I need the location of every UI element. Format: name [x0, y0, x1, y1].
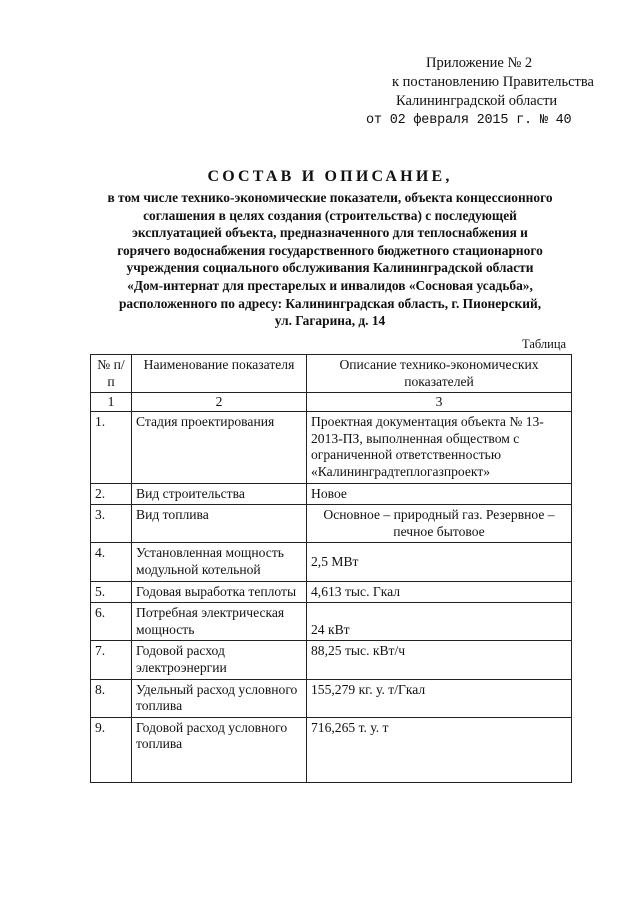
row-name: Годовой расход электроэнергии [132, 641, 307, 679]
row-description: 155,279 кг. у. т/Гкал [307, 679, 572, 717]
title-main: СОСТАВ И ОПИСАНИЕ, [207, 168, 453, 185]
column-number: 2 [132, 393, 307, 412]
row-number: 9. [91, 717, 132, 782]
title-line: в том числе технико-экономические показатели, объекта концессионного [107, 190, 553, 205]
table-row [91, 603, 572, 641]
table-row [91, 641, 572, 679]
appendix-number: Приложение № 2 [426, 55, 533, 71]
table-header-row [91, 355, 572, 393]
column-number: 3 [307, 393, 572, 412]
indicators-table [90, 354, 572, 783]
table-row [91, 505, 572, 543]
table-row [91, 543, 572, 581]
row-description: 88,25 тыс. кВт/ч [307, 641, 572, 679]
appendix-region: Калининградской области [396, 93, 558, 109]
row-name: Установленная мощность модульной котельной [132, 543, 307, 581]
table-row [91, 412, 572, 483]
appendix-resolution: к постановлению Правительства [392, 74, 594, 90]
row-number: 2. [91, 483, 132, 505]
row-description: Новое [307, 483, 572, 505]
row-name: Стадия проектирования [132, 412, 307, 483]
row-number: 4. [91, 543, 132, 581]
appendix-header [366, 54, 628, 130]
row-description: 2,5 МВт [307, 543, 572, 581]
title-subtitle [60, 189, 600, 330]
table-row [91, 679, 572, 717]
row-name: Годовой расход условного топлива [132, 717, 307, 782]
title-line: соглашения в целях создания (строительства) с последующей [143, 207, 517, 223]
row-number: 7. [91, 641, 132, 679]
row-description: 716,265 т. у. т [307, 717, 572, 782]
row-number: 6. [91, 603, 132, 641]
row-description: Основное – природный газ. Резервное – печное бытовое [307, 505, 572, 543]
row-name: Вид топлива [132, 505, 307, 543]
header-description: Описание технико-экономических показателей [307, 355, 572, 393]
title-line: учреждения социального обслуживания Калининградской области [126, 260, 534, 276]
row-description: 4,613 тыс. Гкал [307, 581, 572, 603]
appendix-date: от 02 февраля 2015 г. № 40 [366, 113, 572, 128]
row-number: 8. [91, 679, 132, 717]
title-line: эксплуатацией объекта, предназначенного для теплоснабжения и [132, 225, 528, 241]
title-line: расположенного по адресу: Калининградская область, г. Пионерский, [118, 295, 542, 311]
row-number: 3. [91, 505, 132, 543]
row-name: Годовая выработка теплоты [132, 581, 307, 603]
title-line: горячего водоснабжения государственного бюджетного стационарного [117, 242, 543, 258]
table-row [91, 483, 572, 505]
header-number: № п/п [91, 355, 132, 393]
table-label: Таблица [522, 337, 567, 351]
row-number: 5. [91, 581, 132, 603]
document-title [60, 168, 600, 330]
header-name: Наименование показателя [132, 355, 307, 393]
row-name: Потребная электрическая мощность [132, 603, 307, 641]
table-row [91, 717, 572, 782]
row-description: Проектная документация объекта № 13-2013-ПЗ, выполненная обществом с ограниченной ответственностью «Калининградтеплогазпроект» [307, 412, 572, 483]
column-number: 1 [91, 393, 132, 412]
row-description: 24 кВт [307, 603, 572, 641]
title-line: ул. Гагарина, д. 14 [274, 313, 386, 329]
column-numbers-row [91, 393, 572, 412]
row-number: 1. [91, 412, 132, 483]
table-row [91, 581, 572, 603]
row-name: Удельный расход условного топлива [132, 679, 307, 717]
title-line: «Дом-интернат для престарелых и инвалидов «Сосновая усадьба», [127, 277, 533, 293]
row-name: Вид строительства [132, 483, 307, 505]
